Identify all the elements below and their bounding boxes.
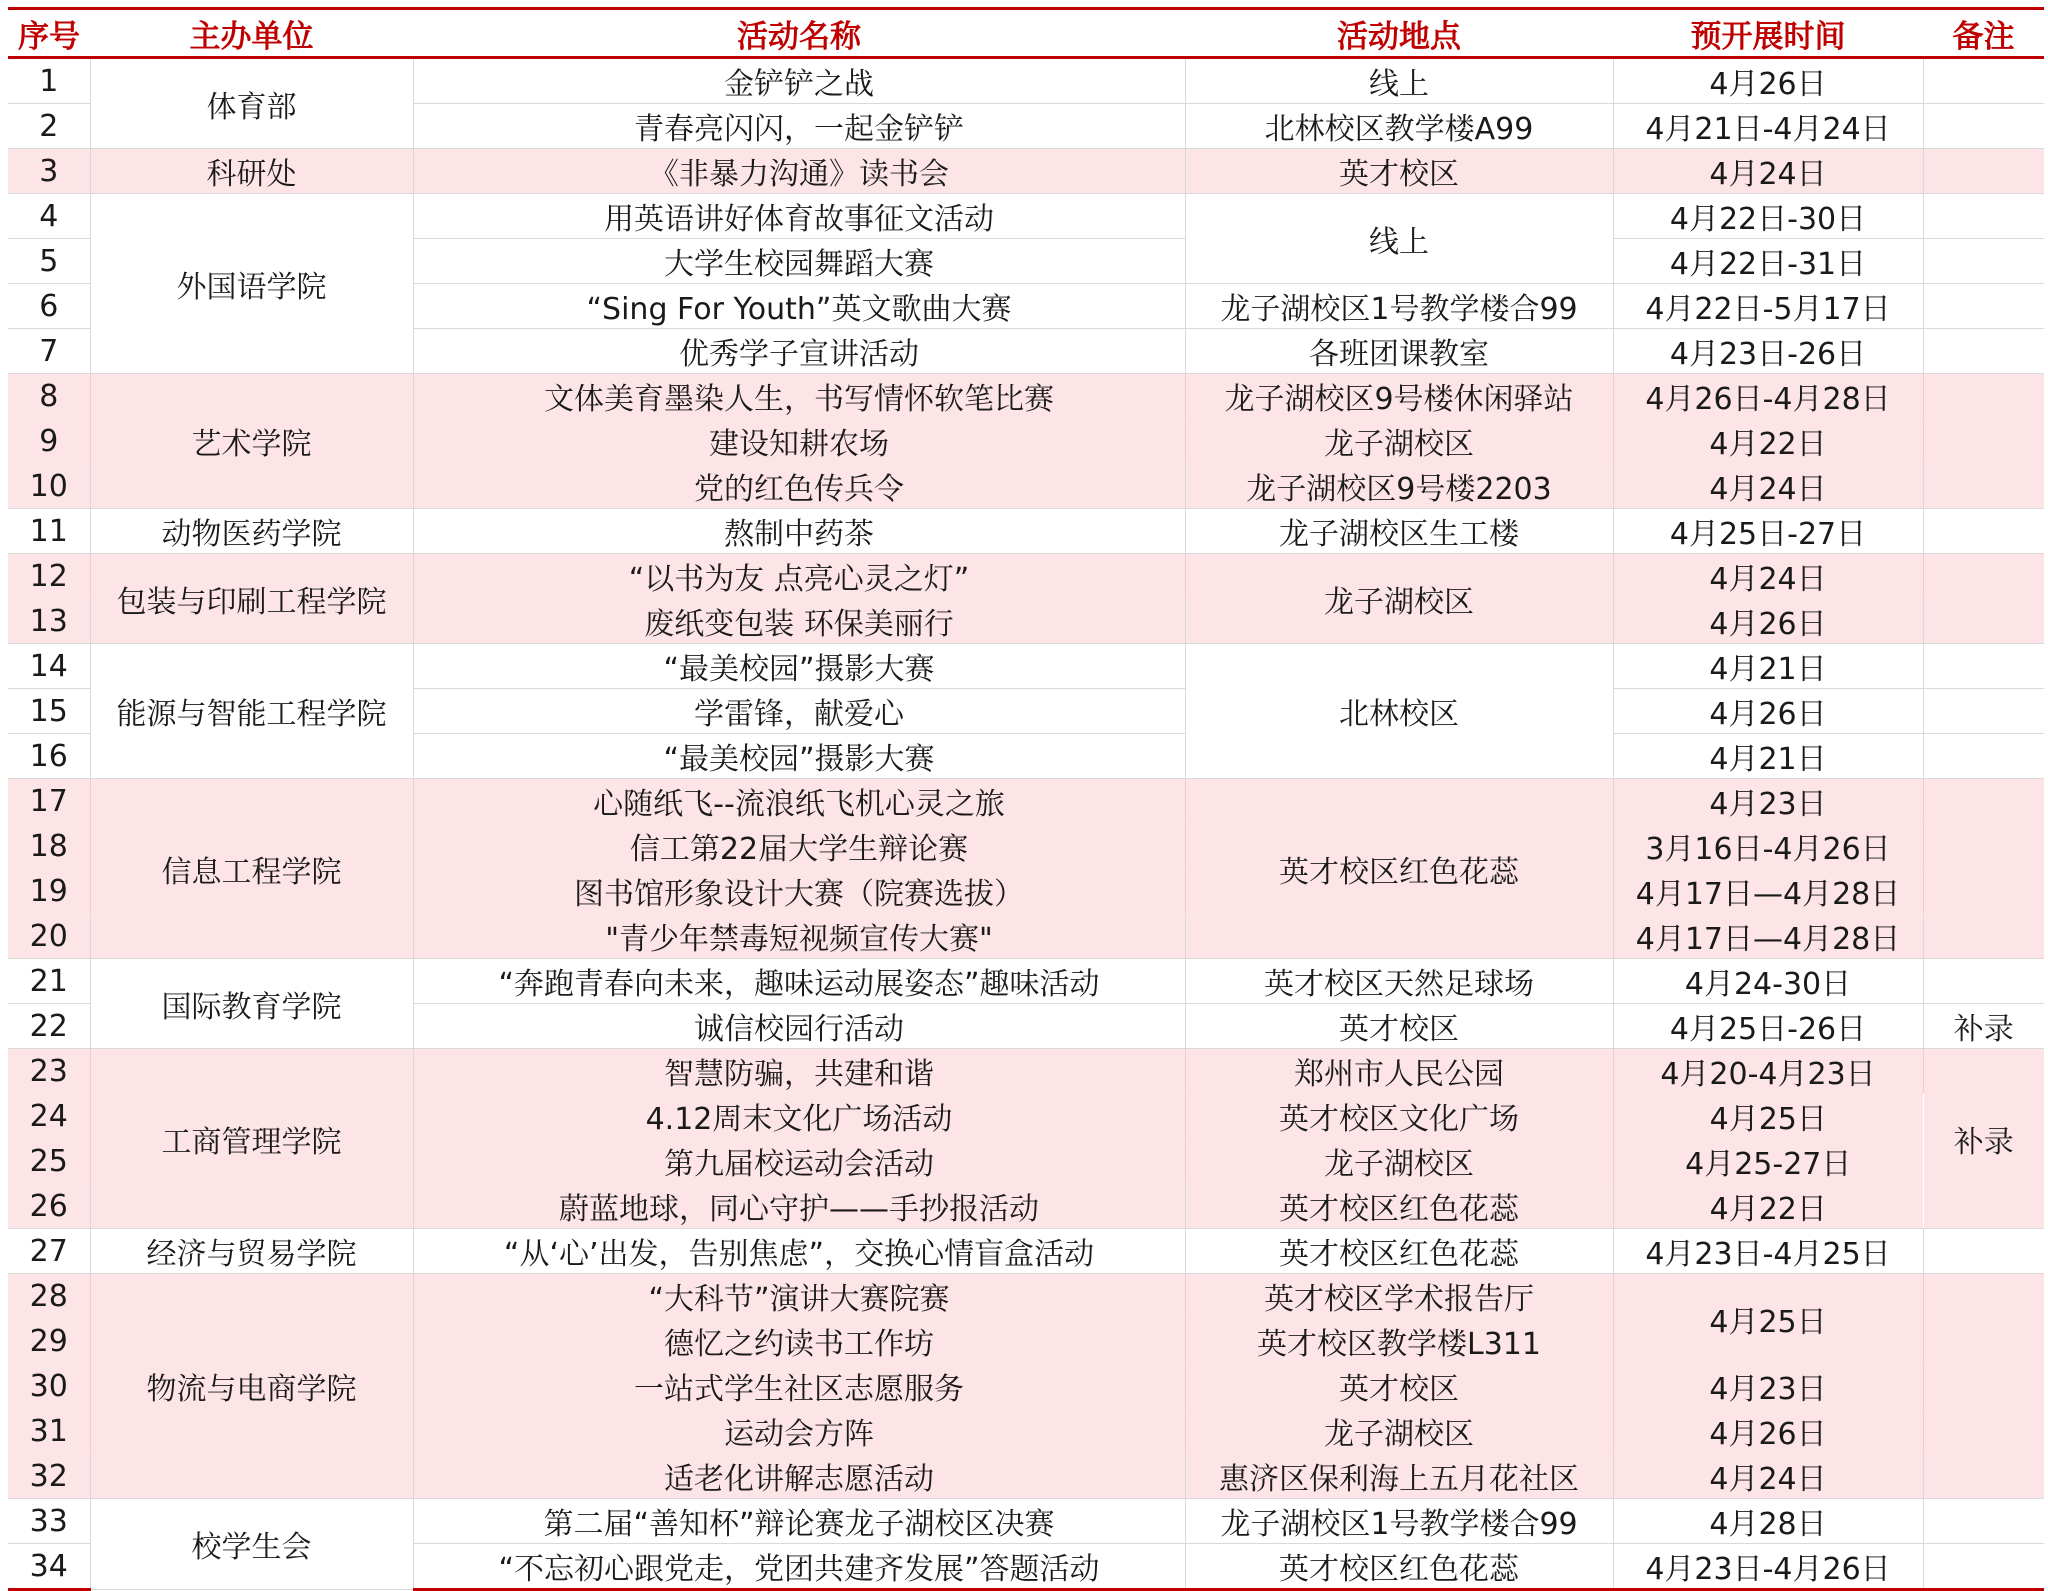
note-cell — [1923, 914, 2044, 959]
activity-name: 德忆之约读书工作坊 — [413, 1319, 1185, 1364]
location-cell: 线上 — [1185, 58, 1613, 104]
activity-name: “最美校园”摄影大赛 — [413, 734, 1185, 779]
location-cell: 龙子湖校区生工楼 — [1185, 509, 1613, 554]
row-number: 21 — [8, 959, 90, 1004]
time-cell: 4月24日 — [1613, 149, 1923, 194]
note-cell — [1923, 779, 2044, 824]
row-number: 12 — [8, 554, 90, 599]
time-cell: 4月20-4月23日 — [1613, 1049, 1923, 1094]
row-number: 24 — [8, 1094, 90, 1139]
organizer-cell: 国际教育学院 — [90, 959, 413, 1049]
row-number: 7 — [8, 329, 90, 374]
time-cell: 4月26日 — [1613, 1409, 1923, 1454]
activity-name: 废纸变包装 环保美丽行 — [413, 599, 1185, 644]
table-row — [8, 1499, 2044, 1544]
activity-name: 诚信校园行活动 — [413, 1004, 1185, 1049]
row-number: 33 — [8, 1499, 90, 1544]
time-cell: 4月23日-4月25日 — [1613, 1229, 1923, 1274]
activity-name: “不忘初心跟党走，党团共建齐发展”答题活动 — [413, 1544, 1185, 1590]
location-cell: 英才校区红色花蕊 — [1185, 1544, 1613, 1590]
activity-name: 图书馆形象设计大赛（院赛选拔） — [413, 869, 1185, 914]
time-cell: 4月22日-5月17日 — [1613, 284, 1923, 329]
note-cell — [1923, 374, 2044, 419]
row-number: 19 — [8, 869, 90, 914]
table-row — [8, 779, 2044, 824]
note-cell — [1923, 194, 2044, 239]
note-cell: 补录 — [1923, 1004, 2044, 1049]
note-cell — [1923, 284, 2044, 329]
location-cell: 线上 — [1185, 194, 1613, 284]
table-row — [8, 1274, 2044, 1319]
table-row — [8, 1049, 2044, 1094]
activity-name: 智慧防骗，共建和谐 — [413, 1049, 1185, 1094]
time-cell: 4月28日 — [1613, 1499, 1923, 1544]
activity-name: 蔚蓝地球，同心守护——手抄报活动 — [413, 1184, 1185, 1229]
organizer-cell: 经济与贸易学院 — [90, 1229, 413, 1274]
activity-name: 适老化讲解志愿活动 — [413, 1454, 1185, 1499]
note-cell — [1923, 734, 2044, 779]
location-cell: 龙子湖校区9号楼休闲驿站 — [1185, 374, 1613, 419]
location-cell: 英才校区红色花蕊 — [1185, 1229, 1613, 1274]
location-cell: 龙子湖校区9号楼2203 — [1185, 464, 1613, 509]
activity-name: 熬制中药茶 — [413, 509, 1185, 554]
time-cell: 4月25日-27日 — [1613, 509, 1923, 554]
table-row — [8, 374, 2044, 419]
activity-name: “最美校园”摄影大赛 — [413, 644, 1185, 689]
location-cell: 龙子湖校区1号教学楼合99 — [1185, 1499, 1613, 1544]
location-cell: 惠济区保利海上五月花社区 — [1185, 1454, 1613, 1499]
location-cell: 英才校区 — [1185, 1364, 1613, 1409]
row-number: 25 — [8, 1139, 90, 1184]
time-cell: 4月21日 — [1613, 644, 1923, 689]
row-number: 3 — [8, 149, 90, 194]
location-cell: 英才校区红色花蕊 — [1185, 1184, 1613, 1229]
location-cell: 北林校区 — [1185, 644, 1613, 779]
header-org: 主办单位 — [90, 9, 413, 58]
header-no: 序号 — [8, 9, 90, 58]
header-location: 活动地点 — [1185, 9, 1613, 58]
note-cell — [1923, 149, 2044, 194]
time-cell: 4月25日 — [1613, 1094, 1923, 1139]
activity-name: 《非暴力沟通》读书会 — [413, 149, 1185, 194]
activity-name: 一站式学生社区志愿服务 — [413, 1364, 1185, 1409]
row-number: 6 — [8, 284, 90, 329]
table-row — [8, 554, 2044, 599]
row-number: 14 — [8, 644, 90, 689]
note-cell — [1923, 1409, 2044, 1454]
table-row — [8, 644, 2044, 689]
table-row — [8, 509, 2044, 554]
row-number: 1 — [8, 58, 90, 104]
time-cell: 4月22日-31日 — [1613, 239, 1923, 284]
activity-name: 金铲铲之战 — [413, 58, 1185, 104]
row-number: 15 — [8, 689, 90, 734]
location-cell: 英才校区学术报告厅 — [1185, 1274, 1613, 1319]
activity-name: 第九届校运动会活动 — [413, 1139, 1185, 1184]
time-cell: 4月24日 — [1613, 464, 1923, 509]
organizer-cell: 外国语学院 — [90, 194, 413, 374]
activity-name: “大科节”演讲大赛院赛 — [413, 1274, 1185, 1319]
row-number: 23 — [8, 1049, 90, 1094]
row-number: 17 — [8, 779, 90, 824]
table-row — [8, 149, 2044, 194]
time-cell: 4月26日 — [1613, 599, 1923, 644]
activity-table-container — [8, 7, 2044, 1591]
organizer-cell: 校学生会 — [90, 1499, 413, 1590]
activity-name: 学雷锋，献爱心 — [413, 689, 1185, 734]
activity-table — [8, 7, 2044, 1591]
location-cell: 英才校区红色花蕊 — [1185, 779, 1613, 959]
note-cell — [1923, 689, 2044, 734]
location-cell: 北林校区教学楼A99 — [1185, 104, 1613, 149]
time-cell: 4月25-27日 — [1613, 1139, 1923, 1184]
note-cell — [1923, 1499, 2044, 1544]
activity-name: 文体美育墨染人生，书写情怀软笔比赛 — [413, 374, 1185, 419]
time-cell: 4月23日 — [1613, 1364, 1923, 1409]
time-cell: 4月25日-26日 — [1613, 1004, 1923, 1049]
activity-name: 青春亮闪闪，一起金铲铲 — [413, 104, 1185, 149]
location-cell: 龙子湖校区 — [1185, 1139, 1613, 1184]
row-number: 4 — [8, 194, 90, 239]
table-row — [8, 58, 2044, 104]
header-time: 预开展时间 — [1613, 9, 1923, 58]
activity-name: 运动会方阵 — [413, 1409, 1185, 1454]
activity-name: 信工第22届大学生辩论赛 — [413, 824, 1185, 869]
row-number: 26 — [8, 1184, 90, 1229]
activity-name: "青少年禁毒短视频宣传大赛" — [413, 914, 1185, 959]
activity-name: “以书为友 点亮心灵之灯” — [413, 554, 1185, 599]
location-cell: 龙子湖校区 — [1185, 419, 1613, 464]
location-cell: 英才校区文化广场 — [1185, 1094, 1613, 1139]
row-number: 2 — [8, 104, 90, 149]
row-number: 10 — [8, 464, 90, 509]
time-cell: 4月23日 — [1613, 779, 1923, 824]
time-cell: 4月21日-4月24日 — [1613, 104, 1923, 149]
time-cell: 3月16日-4月26日 — [1613, 824, 1923, 869]
note-cell — [1923, 509, 2044, 554]
time-cell: 4月26日 — [1613, 689, 1923, 734]
note-cell — [1923, 554, 2044, 599]
organizer-cell: 体育部 — [90, 58, 413, 149]
organizer-cell: 工商管理学院 — [90, 1049, 413, 1229]
note-cell — [1923, 1454, 2044, 1499]
header-note: 备注 — [1923, 9, 2044, 58]
location-cell: 各班团课教室 — [1185, 329, 1613, 374]
row-number: 16 — [8, 734, 90, 779]
row-number: 32 — [8, 1454, 90, 1499]
note-cell — [1923, 1544, 2044, 1590]
activity-name: 优秀学子宣讲活动 — [413, 329, 1185, 374]
note-cell — [1923, 1364, 2044, 1409]
row-number: 30 — [8, 1364, 90, 1409]
row-number: 20 — [8, 914, 90, 959]
time-cell: 4月23日-4月26日 — [1613, 1544, 1923, 1590]
activity-name: 用英语讲好体育故事征文活动 — [413, 194, 1185, 239]
note-cell — [1923, 464, 2044, 509]
row-number: 13 — [8, 599, 90, 644]
organizer-cell: 能源与智能工程学院 — [90, 644, 413, 779]
row-number: 29 — [8, 1319, 90, 1364]
location-cell: 龙子湖校区 — [1185, 554, 1613, 644]
location-cell: 英才校区 — [1185, 149, 1613, 194]
activity-name: 4.12周末文化广场活动 — [413, 1094, 1185, 1139]
row-number: 11 — [8, 509, 90, 554]
row-number: 18 — [8, 824, 90, 869]
activity-name: 心随纸飞--流浪纸飞机心灵之旅 — [413, 779, 1185, 824]
row-number: 8 — [8, 374, 90, 419]
note-cell — [1923, 824, 2044, 869]
location-cell: 郑州市人民公园 — [1185, 1049, 1613, 1094]
row-number: 9 — [8, 419, 90, 464]
row-number: 27 — [8, 1229, 90, 1274]
note-cell — [1923, 58, 2044, 104]
organizer-cell: 信息工程学院 — [90, 779, 413, 959]
time-cell: 4月17日—4月28日 — [1613, 869, 1923, 914]
header-row — [8, 9, 2044, 58]
time-cell: 4月24-30日 — [1613, 959, 1923, 1004]
activity-name: 党的红色传兵令 — [413, 464, 1185, 509]
time-cell: 4月21日 — [1613, 734, 1923, 779]
time-cell: 4月22日 — [1613, 1184, 1923, 1229]
organizer-cell: 艺术学院 — [90, 374, 413, 509]
row-number: 34 — [8, 1544, 90, 1590]
activity-name: “奔跑青春向未来，趣味运动展姿态”趣味活动 — [413, 959, 1185, 1004]
note-cell — [1923, 644, 2044, 689]
note-cell — [1923, 959, 2044, 1004]
note-cell — [1923, 239, 2044, 284]
location-cell: 龙子湖校区 — [1185, 1409, 1613, 1454]
time-cell: 4月24日 — [1613, 1454, 1923, 1499]
table-row — [8, 194, 2044, 239]
time-cell: 4月26日 — [1613, 58, 1923, 104]
activity-name: “Sing For Youth”英文歌曲大赛 — [413, 284, 1185, 329]
row-number: 5 — [8, 239, 90, 284]
activity-name: 大学生校园舞蹈大赛 — [413, 239, 1185, 284]
activity-name: 建设知耕农场 — [413, 419, 1185, 464]
organizer-cell: 物流与电商学院 — [90, 1274, 413, 1499]
row-number: 22 — [8, 1004, 90, 1049]
organizer-cell: 包装与印刷工程学院 — [90, 554, 413, 644]
location-cell: 英才校区 — [1185, 1004, 1613, 1049]
location-cell: 英才校区教学楼L311 — [1185, 1319, 1613, 1364]
row-number: 31 — [8, 1409, 90, 1454]
activity-name: 第二届“善知杯”辩论赛龙子湖校区决赛 — [413, 1499, 1185, 1544]
table-row — [8, 959, 2044, 1004]
row-number: 28 — [8, 1274, 90, 1319]
table-row — [8, 1229, 2044, 1274]
time-cell: 4月22日-30日 — [1613, 194, 1923, 239]
note-cell — [1923, 1229, 2044, 1274]
time-cell: 4月25日 — [1613, 1274, 1923, 1364]
note-cell — [1923, 1274, 2044, 1319]
time-cell: 4月22日 — [1613, 419, 1923, 464]
note-cell — [1923, 1319, 2044, 1364]
time-cell: 4月17日—4月28日 — [1613, 914, 1923, 959]
note-cell: 补录 — [1923, 1049, 2044, 1229]
organizer-cell: 动物医药学院 — [90, 509, 413, 554]
location-cell: 英才校区天然足球场 — [1185, 959, 1613, 1004]
time-cell: 4月24日 — [1613, 554, 1923, 599]
note-cell — [1923, 329, 2044, 374]
note-cell — [1923, 869, 2044, 914]
activity-name: “从‘心’出发，告别焦虑”，交换心情盲盒活动 — [413, 1229, 1185, 1274]
note-cell — [1923, 419, 2044, 464]
note-cell — [1923, 104, 2044, 149]
time-cell: 4月26日-4月28日 — [1613, 374, 1923, 419]
organizer-cell: 科研处 — [90, 149, 413, 194]
note-cell — [1923, 599, 2044, 644]
header-name: 活动名称 — [413, 9, 1185, 58]
time-cell: 4月23日-26日 — [1613, 329, 1923, 374]
location-cell: 龙子湖校区1号教学楼合99 — [1185, 284, 1613, 329]
